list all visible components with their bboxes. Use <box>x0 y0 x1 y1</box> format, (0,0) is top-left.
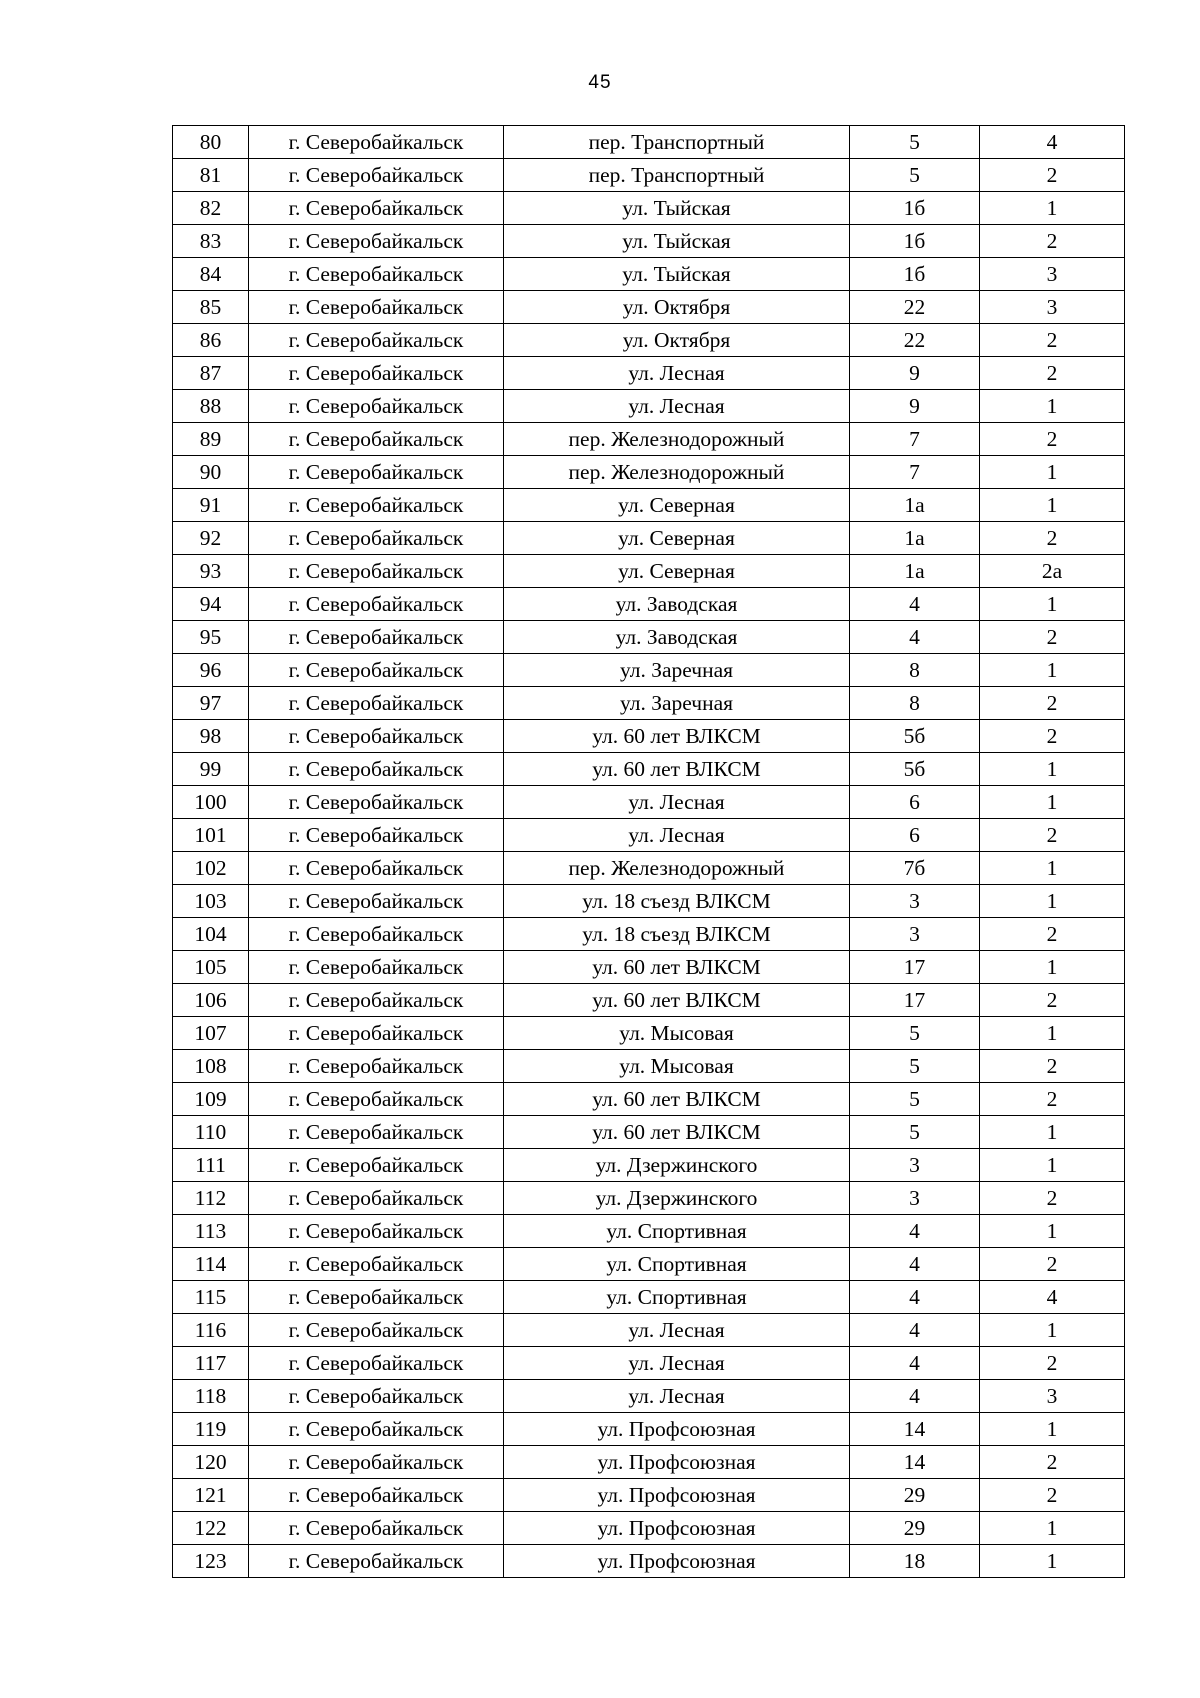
street-cell: ул. 60 лет ВЛКСМ <box>504 753 850 786</box>
city-cell: г. Северобайкальск <box>249 423 504 456</box>
apartment-number-cell: 1 <box>980 1215 1125 1248</box>
apartment-number-cell: 1 <box>980 885 1125 918</box>
street-cell: ул. 60 лет ВЛКСМ <box>504 1116 850 1149</box>
city-cell: г. Северобайкальск <box>249 1380 504 1413</box>
row-number-cell: 86 <box>173 324 249 357</box>
house-number-cell: 4 <box>850 588 980 621</box>
street-cell: ул. Северная <box>504 522 850 555</box>
table-row <box>173 522 1125 555</box>
city-cell: г. Северобайкальск <box>249 621 504 654</box>
table-row <box>173 555 1125 588</box>
apartment-number-cell: 2 <box>980 720 1125 753</box>
house-number-cell: 29 <box>850 1512 980 1545</box>
row-number-cell: 81 <box>173 159 249 192</box>
city-cell: г. Северобайкальск <box>249 225 504 258</box>
house-number-cell: 29 <box>850 1479 980 1512</box>
row-number-cell: 103 <box>173 885 249 918</box>
row-number-cell: 82 <box>173 192 249 225</box>
city-cell: г. Северобайкальск <box>249 1248 504 1281</box>
row-number-cell: 95 <box>173 621 249 654</box>
apartment-number-cell: 2 <box>980 1347 1125 1380</box>
row-number-cell: 92 <box>173 522 249 555</box>
table-row <box>173 1380 1125 1413</box>
house-number-cell: 4 <box>850 1380 980 1413</box>
table-row <box>173 1182 1125 1215</box>
street-cell: ул. Тыйская <box>504 225 850 258</box>
apartment-number-cell: 1 <box>980 489 1125 522</box>
apartment-number-cell: 1 <box>980 654 1125 687</box>
row-number-cell: 108 <box>173 1050 249 1083</box>
city-cell: г. Северобайкальск <box>249 1215 504 1248</box>
table-row <box>173 852 1125 885</box>
row-number-cell: 118 <box>173 1380 249 1413</box>
apartment-number-cell: 2 <box>980 1182 1125 1215</box>
city-cell: г. Северобайкальск <box>249 885 504 918</box>
house-number-cell: 1б <box>850 192 980 225</box>
apartment-number-cell: 1 <box>980 1149 1125 1182</box>
apartment-number-cell: 2 <box>980 687 1125 720</box>
table-row <box>173 1149 1125 1182</box>
city-cell: г. Северобайкальск <box>249 1413 504 1446</box>
row-number-cell: 98 <box>173 720 249 753</box>
apartment-number-cell: 2 <box>980 1479 1125 1512</box>
table-row <box>173 918 1125 951</box>
row-number-cell: 91 <box>173 489 249 522</box>
apartment-number-cell: 1 <box>980 786 1125 819</box>
apartment-number-cell: 1 <box>980 753 1125 786</box>
house-number-cell: 7 <box>850 423 980 456</box>
table-row <box>173 1083 1125 1116</box>
page-number: 45 <box>588 72 612 93</box>
apartment-number-cell: 2 <box>980 819 1125 852</box>
street-cell: ул. Тыйская <box>504 192 850 225</box>
house-number-cell: 14 <box>850 1413 980 1446</box>
house-number-cell: 9 <box>850 390 980 423</box>
apartment-number-cell: 1 <box>980 1413 1125 1446</box>
house-number-cell: 1а <box>850 555 980 588</box>
street-cell: ул. Профсоюзная <box>504 1413 850 1446</box>
apartment-number-cell: 1 <box>980 1314 1125 1347</box>
table-row <box>173 1314 1125 1347</box>
street-cell: ул. Профсоюзная <box>504 1446 850 1479</box>
street-cell: ул. Лесная <box>504 1347 850 1380</box>
street-cell: пер. Транспортный <box>504 159 850 192</box>
table-row <box>173 819 1125 852</box>
house-number-cell: 4 <box>850 1215 980 1248</box>
row-number-cell: 109 <box>173 1083 249 1116</box>
house-number-cell: 1б <box>850 258 980 291</box>
house-number-cell: 14 <box>850 1446 980 1479</box>
house-number-cell: 5 <box>850 1017 980 1050</box>
table-row <box>173 1413 1125 1446</box>
apartment-number-cell: 2 <box>980 357 1125 390</box>
house-number-cell: 5б <box>850 753 980 786</box>
row-number-cell: 100 <box>173 786 249 819</box>
street-cell: ул. Октября <box>504 324 850 357</box>
apartment-number-cell: 1 <box>980 588 1125 621</box>
row-number-cell: 90 <box>173 456 249 489</box>
apartment-number-cell: 1 <box>980 852 1125 885</box>
city-cell: г. Северобайкальск <box>249 489 504 522</box>
street-cell: ул. Заводская <box>504 621 850 654</box>
street-cell: ул. Заречная <box>504 687 850 720</box>
city-cell: г. Северобайкальск <box>249 1314 504 1347</box>
city-cell: г. Северобайкальск <box>249 126 504 159</box>
street-cell: ул. Профсоюзная <box>504 1545 850 1578</box>
city-cell: г. Северобайкальск <box>249 324 504 357</box>
street-cell: ул. Тыйская <box>504 258 850 291</box>
street-cell: ул. Северная <box>504 489 850 522</box>
table-row <box>173 1512 1125 1545</box>
row-number-cell: 120 <box>173 1446 249 1479</box>
city-cell: г. Северобайкальск <box>249 1050 504 1083</box>
street-cell: ул. Мысовая <box>504 1050 850 1083</box>
row-number-cell: 104 <box>173 918 249 951</box>
table-row <box>173 126 1125 159</box>
table-row <box>173 258 1125 291</box>
street-cell: ул. Профсоюзная <box>504 1512 850 1545</box>
row-number-cell: 121 <box>173 1479 249 1512</box>
apartment-number-cell: 2 <box>980 918 1125 951</box>
table-row <box>173 1215 1125 1248</box>
city-cell: г. Северобайкальск <box>249 390 504 423</box>
house-number-cell: 22 <box>850 291 980 324</box>
apartment-number-cell: 2 <box>980 1050 1125 1083</box>
row-number-cell: 119 <box>173 1413 249 1446</box>
row-number-cell: 114 <box>173 1248 249 1281</box>
row-number-cell: 101 <box>173 819 249 852</box>
apartment-number-cell: 1 <box>980 1116 1125 1149</box>
table-row <box>173 588 1125 621</box>
street-cell: пер. Железнодорожный <box>504 456 850 489</box>
street-cell: ул. 60 лет ВЛКСМ <box>504 720 850 753</box>
city-cell: г. Северобайкальск <box>249 984 504 1017</box>
street-cell: ул. Заводская <box>504 588 850 621</box>
street-cell: ул. 60 лет ВЛКСМ <box>504 984 850 1017</box>
row-number-cell: 97 <box>173 687 249 720</box>
table-row <box>173 489 1125 522</box>
apartment-number-cell: 2 <box>980 423 1125 456</box>
row-number-cell: 88 <box>173 390 249 423</box>
table-row <box>173 456 1125 489</box>
house-number-cell: 8 <box>850 687 980 720</box>
table-row <box>173 291 1125 324</box>
table-row <box>173 423 1125 456</box>
row-number-cell: 106 <box>173 984 249 1017</box>
apartment-number-cell: 3 <box>980 258 1125 291</box>
city-cell: г. Северобайкальск <box>249 192 504 225</box>
house-number-cell: 5 <box>850 1083 980 1116</box>
row-number-cell: 105 <box>173 951 249 984</box>
table-row <box>173 1248 1125 1281</box>
apartment-number-cell: 1 <box>980 390 1125 423</box>
house-number-cell: 5 <box>850 159 980 192</box>
apartment-number-cell: 2 <box>980 1083 1125 1116</box>
street-cell: ул. Лесная <box>504 357 850 390</box>
house-number-cell: 22 <box>850 324 980 357</box>
house-number-cell: 3 <box>850 885 980 918</box>
row-number-cell: 116 <box>173 1314 249 1347</box>
row-number-cell: 102 <box>173 852 249 885</box>
row-number-cell: 87 <box>173 357 249 390</box>
house-number-cell: 3 <box>850 1182 980 1215</box>
house-number-cell: 1а <box>850 522 980 555</box>
apartment-number-cell: 3 <box>980 1380 1125 1413</box>
row-number-cell: 96 <box>173 654 249 687</box>
table-row <box>173 984 1125 1017</box>
house-number-cell: 3 <box>850 1149 980 1182</box>
table-row <box>173 885 1125 918</box>
table-row <box>173 1446 1125 1479</box>
city-cell: г. Северобайкальск <box>249 654 504 687</box>
city-cell: г. Северобайкальск <box>249 753 504 786</box>
house-number-cell: 7б <box>850 852 980 885</box>
city-cell: г. Северобайкальск <box>249 357 504 390</box>
apartment-number-cell: 2 <box>980 522 1125 555</box>
address-table <box>172 125 1125 1578</box>
street-cell: ул. 60 лет ВЛКСМ <box>504 951 850 984</box>
table-row <box>173 225 1125 258</box>
city-cell: г. Северобайкальск <box>249 687 504 720</box>
table-row <box>173 621 1125 654</box>
row-number-cell: 107 <box>173 1017 249 1050</box>
house-number-cell: 17 <box>850 951 980 984</box>
city-cell: г. Северобайкальск <box>249 1083 504 1116</box>
apartment-number-cell: 1 <box>980 456 1125 489</box>
row-number-cell: 85 <box>173 291 249 324</box>
table-row <box>173 786 1125 819</box>
apartment-number-cell: 1 <box>980 951 1125 984</box>
city-cell: г. Северобайкальск <box>249 852 504 885</box>
apartment-number-cell: 1 <box>980 1512 1125 1545</box>
apartment-number-cell: 1 <box>980 1545 1125 1578</box>
house-number-cell: 5 <box>850 1116 980 1149</box>
city-cell: г. Северобайкальск <box>249 555 504 588</box>
table-row <box>173 192 1125 225</box>
house-number-cell: 1а <box>850 489 980 522</box>
street-cell: ул. Мысовая <box>504 1017 850 1050</box>
table-row <box>173 1347 1125 1380</box>
house-number-cell: 4 <box>850 1248 980 1281</box>
table-row <box>173 390 1125 423</box>
city-cell: г. Северобайкальск <box>249 951 504 984</box>
apartment-number-cell: 2 <box>980 159 1125 192</box>
apartment-number-cell: 4 <box>980 1281 1125 1314</box>
city-cell: г. Северобайкальск <box>249 522 504 555</box>
table-row <box>173 753 1125 786</box>
apartment-number-cell: 4 <box>980 126 1125 159</box>
address-table-body <box>173 126 1125 1578</box>
street-cell: пер. Железнодорожный <box>504 423 850 456</box>
apartment-number-cell: 2а <box>980 555 1125 588</box>
street-cell: пер. Железнодорожный <box>504 852 850 885</box>
street-cell: ул. Лесная <box>504 1314 850 1347</box>
row-number-cell: 99 <box>173 753 249 786</box>
table-row <box>173 1017 1125 1050</box>
city-cell: г. Северобайкальск <box>249 1347 504 1380</box>
city-cell: г. Северобайкальск <box>249 819 504 852</box>
apartment-number-cell: 2 <box>980 984 1125 1017</box>
house-number-cell: 17 <box>850 984 980 1017</box>
table-row <box>173 159 1125 192</box>
city-cell: г. Северобайкальск <box>249 1281 504 1314</box>
city-cell: г. Северобайкальск <box>249 1479 504 1512</box>
house-number-cell: 4 <box>850 621 980 654</box>
table-row <box>173 687 1125 720</box>
apartment-number-cell: 2 <box>980 621 1125 654</box>
city-cell: г. Северобайкальск <box>249 1545 504 1578</box>
apartment-number-cell: 2 <box>980 1446 1125 1479</box>
street-cell: ул. Лесная <box>504 819 850 852</box>
street-cell: пер. Транспортный <box>504 126 850 159</box>
table-row <box>173 1545 1125 1578</box>
house-number-cell: 1б <box>850 225 980 258</box>
row-number-cell: 111 <box>173 1149 249 1182</box>
street-cell: ул. 18 съезд ВЛКСМ <box>504 918 850 951</box>
city-cell: г. Северобайкальск <box>249 918 504 951</box>
city-cell: г. Северобайкальск <box>249 1116 504 1149</box>
street-cell: ул. Лесная <box>504 786 850 819</box>
table-row <box>173 720 1125 753</box>
house-number-cell: 5 <box>850 126 980 159</box>
table-row <box>173 1050 1125 1083</box>
house-number-cell: 4 <box>850 1281 980 1314</box>
street-cell: ул. Северная <box>504 555 850 588</box>
row-number-cell: 89 <box>173 423 249 456</box>
street-cell: ул. Октября <box>504 291 850 324</box>
city-cell: г. Северобайкальск <box>249 588 504 621</box>
table-row <box>173 1281 1125 1314</box>
row-number-cell: 113 <box>173 1215 249 1248</box>
city-cell: г. Северобайкальск <box>249 291 504 324</box>
row-number-cell: 123 <box>173 1545 249 1578</box>
apartment-number-cell: 2 <box>980 1248 1125 1281</box>
row-number-cell: 94 <box>173 588 249 621</box>
street-cell: ул. Лесная <box>504 390 850 423</box>
row-number-cell: 112 <box>173 1182 249 1215</box>
street-cell: ул. Спортивная <box>504 1248 850 1281</box>
city-cell: г. Северобайкальск <box>249 1017 504 1050</box>
apartment-number-cell: 1 <box>980 1017 1125 1050</box>
street-cell: ул. Спортивная <box>504 1281 850 1314</box>
street-cell: ул. 60 лет ВЛКСМ <box>504 1083 850 1116</box>
city-cell: г. Северобайкальск <box>249 258 504 291</box>
row-number-cell: 84 <box>173 258 249 291</box>
table-row <box>173 1116 1125 1149</box>
house-number-cell: 6 <box>850 786 980 819</box>
city-cell: г. Северобайкальск <box>249 159 504 192</box>
house-number-cell: 18 <box>850 1545 980 1578</box>
row-number-cell: 80 <box>173 126 249 159</box>
row-number-cell: 93 <box>173 555 249 588</box>
row-number-cell: 117 <box>173 1347 249 1380</box>
city-cell: г. Северобайкальск <box>249 456 504 489</box>
house-number-cell: 5 <box>850 1050 980 1083</box>
city-cell: г. Северобайкальск <box>249 786 504 819</box>
apartment-number-cell: 2 <box>980 225 1125 258</box>
house-number-cell: 7 <box>850 456 980 489</box>
city-cell: г. Северобайкальск <box>249 720 504 753</box>
house-number-cell: 5б <box>850 720 980 753</box>
table-row <box>173 324 1125 357</box>
street-cell: ул. Дзержинского <box>504 1149 850 1182</box>
street-cell: ул. Спортивная <box>504 1215 850 1248</box>
street-cell: ул. Дзержинского <box>504 1182 850 1215</box>
row-number-cell: 83 <box>173 225 249 258</box>
street-cell: ул. Профсоюзная <box>504 1479 850 1512</box>
table-row <box>173 951 1125 984</box>
apartment-number-cell: 2 <box>980 324 1125 357</box>
city-cell: г. Северобайкальск <box>249 1149 504 1182</box>
house-number-cell: 3 <box>850 918 980 951</box>
house-number-cell: 8 <box>850 654 980 687</box>
street-cell: ул. Лесная <box>504 1380 850 1413</box>
house-number-cell: 4 <box>850 1314 980 1347</box>
row-number-cell: 122 <box>173 1512 249 1545</box>
table-row <box>173 1479 1125 1512</box>
street-cell: ул. 18 съезд ВЛКСМ <box>504 885 850 918</box>
row-number-cell: 115 <box>173 1281 249 1314</box>
table-row <box>173 654 1125 687</box>
house-number-cell: 4 <box>850 1347 980 1380</box>
street-cell: ул. Заречная <box>504 654 850 687</box>
city-cell: г. Северобайкальск <box>249 1446 504 1479</box>
city-cell: г. Северобайкальск <box>249 1512 504 1545</box>
house-number-cell: 6 <box>850 819 980 852</box>
apartment-number-cell: 1 <box>980 192 1125 225</box>
house-number-cell: 9 <box>850 357 980 390</box>
city-cell: г. Северобайкальск <box>249 1182 504 1215</box>
apartment-number-cell: 3 <box>980 291 1125 324</box>
row-number-cell: 110 <box>173 1116 249 1149</box>
table-row <box>173 357 1125 390</box>
